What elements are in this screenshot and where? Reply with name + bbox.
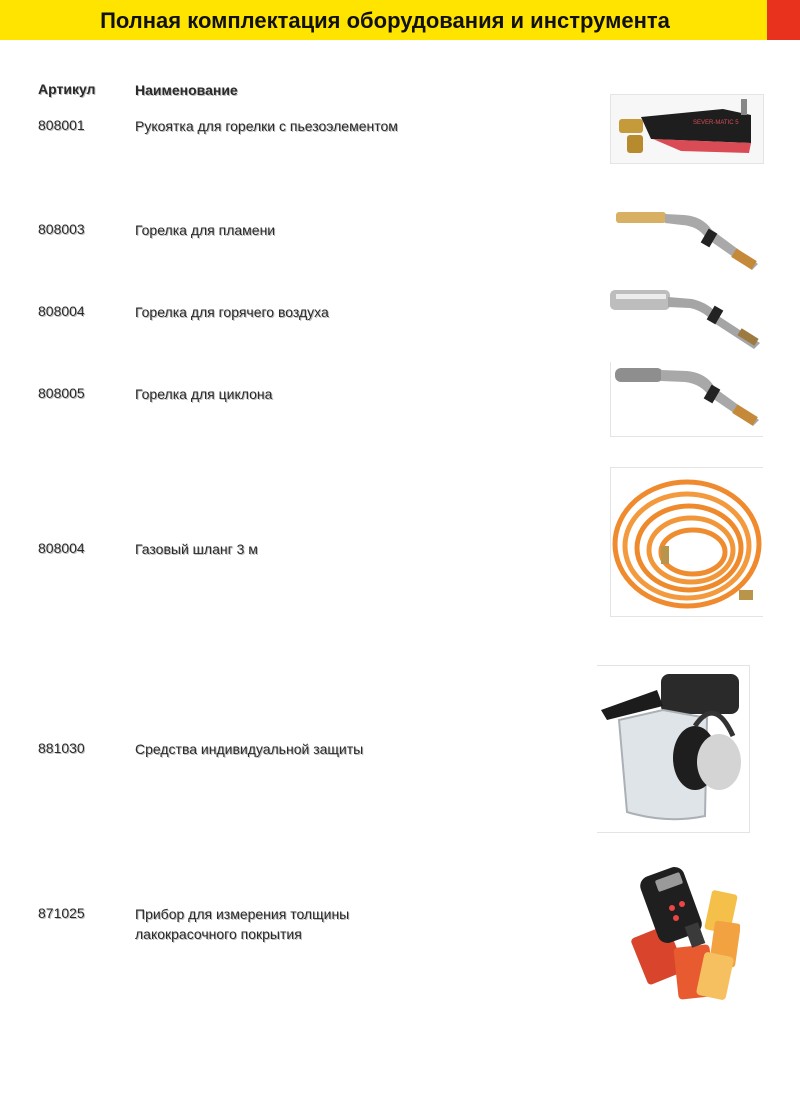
column-header-name: Наименование	[135, 82, 238, 98]
item-2-article: 808003	[38, 221, 85, 237]
item-1-name: Рукоятка для горелки с пьезоэлементом	[135, 118, 398, 134]
item-5-article: 808004	[38, 540, 85, 556]
face-shield-earmuffs-image	[597, 665, 750, 833]
gas-hose-image	[610, 467, 763, 617]
item-7-name-line2: лакокрасочного покрытия	[135, 926, 302, 942]
item-3-name: Горелка для горячего воздуха	[135, 304, 329, 320]
item-1-article: 808001	[38, 117, 85, 133]
title-banner	[0, 0, 800, 40]
thickness-gauge-image	[630, 862, 740, 1004]
flame-burner-image	[610, 206, 762, 274]
item-2-name: Горелка для пламени	[135, 222, 276, 238]
item-4-article: 808005	[38, 385, 85, 401]
hot-air-burner-image	[610, 287, 762, 351]
item-4-name: Горелка для циклона	[135, 386, 273, 402]
item-7-name-line1: Прибор для измерения толщины	[135, 906, 350, 922]
item-7-article: 871025	[38, 905, 85, 921]
cyclone-burner-image	[610, 362, 763, 437]
item-5-name: Газовый шланг 3 м	[135, 541, 258, 557]
page-title: Полная комплектация оборудования и инструмента	[100, 8, 670, 33]
item-6-article: 881030	[38, 740, 85, 756]
column-header-article: Артикул	[38, 81, 96, 97]
item-6-name: Средства индивидуальной защиты	[135, 741, 364, 757]
item-3-article: 808004	[38, 303, 85, 319]
torch-handle-image	[610, 94, 764, 164]
banner-accent	[767, 0, 800, 40]
torch-brand-label: SEVER-MATIC 5	[693, 120, 739, 126]
